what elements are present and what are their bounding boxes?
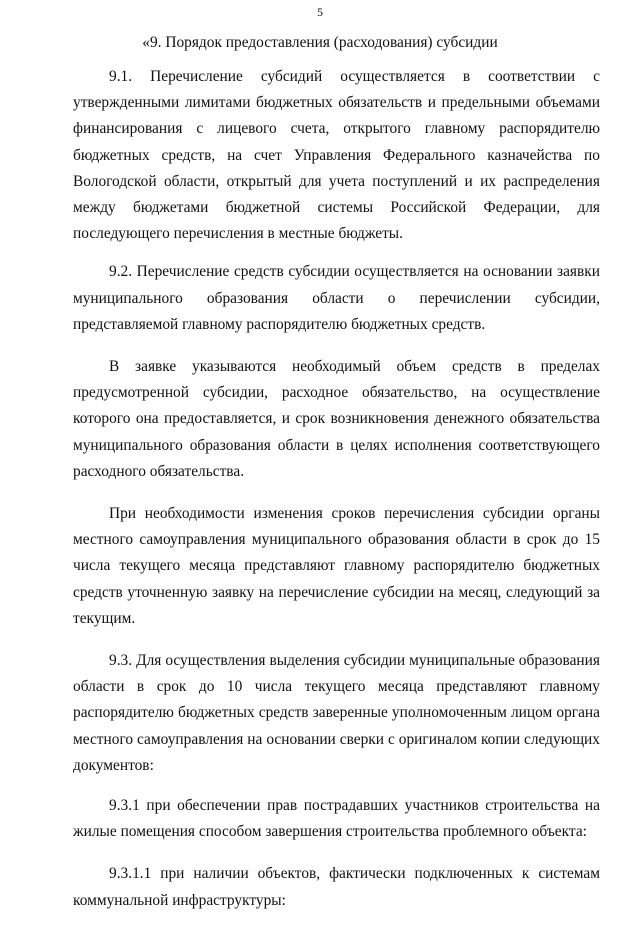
paragraph-application-contents: В заявке указываются необходимый объем средств в пределах предусмотренной субсидии, расходное обязательство, на осуществление которого она предоставляется, и срок возникновения денежного обязательства муниципального образования области в целях исполнения соответствующего расходного обязательства. (73, 358, 600, 480)
paragraph-9-3-1: 9.3.1 при обеспечении прав пострадавших участников строительства на жилые помещения способом завершения строительства проблемного объекта: (73, 797, 600, 841)
document-body (73, 64, 600, 926)
paragraph-9-1: 9.1. Перечисление субсидий осуществляется в соответствии с утвержденными лимитами бюджетных обязательств и предельными объемами финансирования с лицевого счета, открытого главному распорядителю бюджетных средств, на счет Управления Федерального казначейства по Вологодской области, открытый для учета поступлений и их распределения между бюджетами бюджетной системы Российской Федерации, для последующего перечисления в местные бюджеты. (73, 68, 600, 243)
page-number: 5 (317, 5, 323, 19)
paragraph-deadline-change: При необходимости изменения сроков перечисления субсидии органы местного самоуправления муниципального образования области в срок до 15 числа текущего месяца представляют главному распорядителю бюджетных средств уточненную заявку на перечисление субсидии на месяц, следующий за текущим. (73, 505, 600, 627)
paragraph-9-3-1-1: 9.3.1.1 при наличии объектов, фактически подключенных к системам коммунальной инфраструктуры: (73, 865, 600, 909)
paragraph-9-3: 9.3. Для осуществления выделения субсидии муниципальные образования области в срок до 10 числа текущего месяца представляют главному распорядителю бюджетных средств заверенные уполномоченным лицом органа местного самоуправления на основании сверки с оригиналом копии следующих документов: (73, 652, 600, 774)
paragraph-9-2: 9.2. Перечисление средств субсидии осуществляется на основании заявки муниципального образования области о перечислении субсидии, представляемой главному распорядителю бюджетных средств. (73, 263, 600, 333)
section-heading: «9. Порядок предоставления (расходования) субсидии (142, 34, 498, 51)
